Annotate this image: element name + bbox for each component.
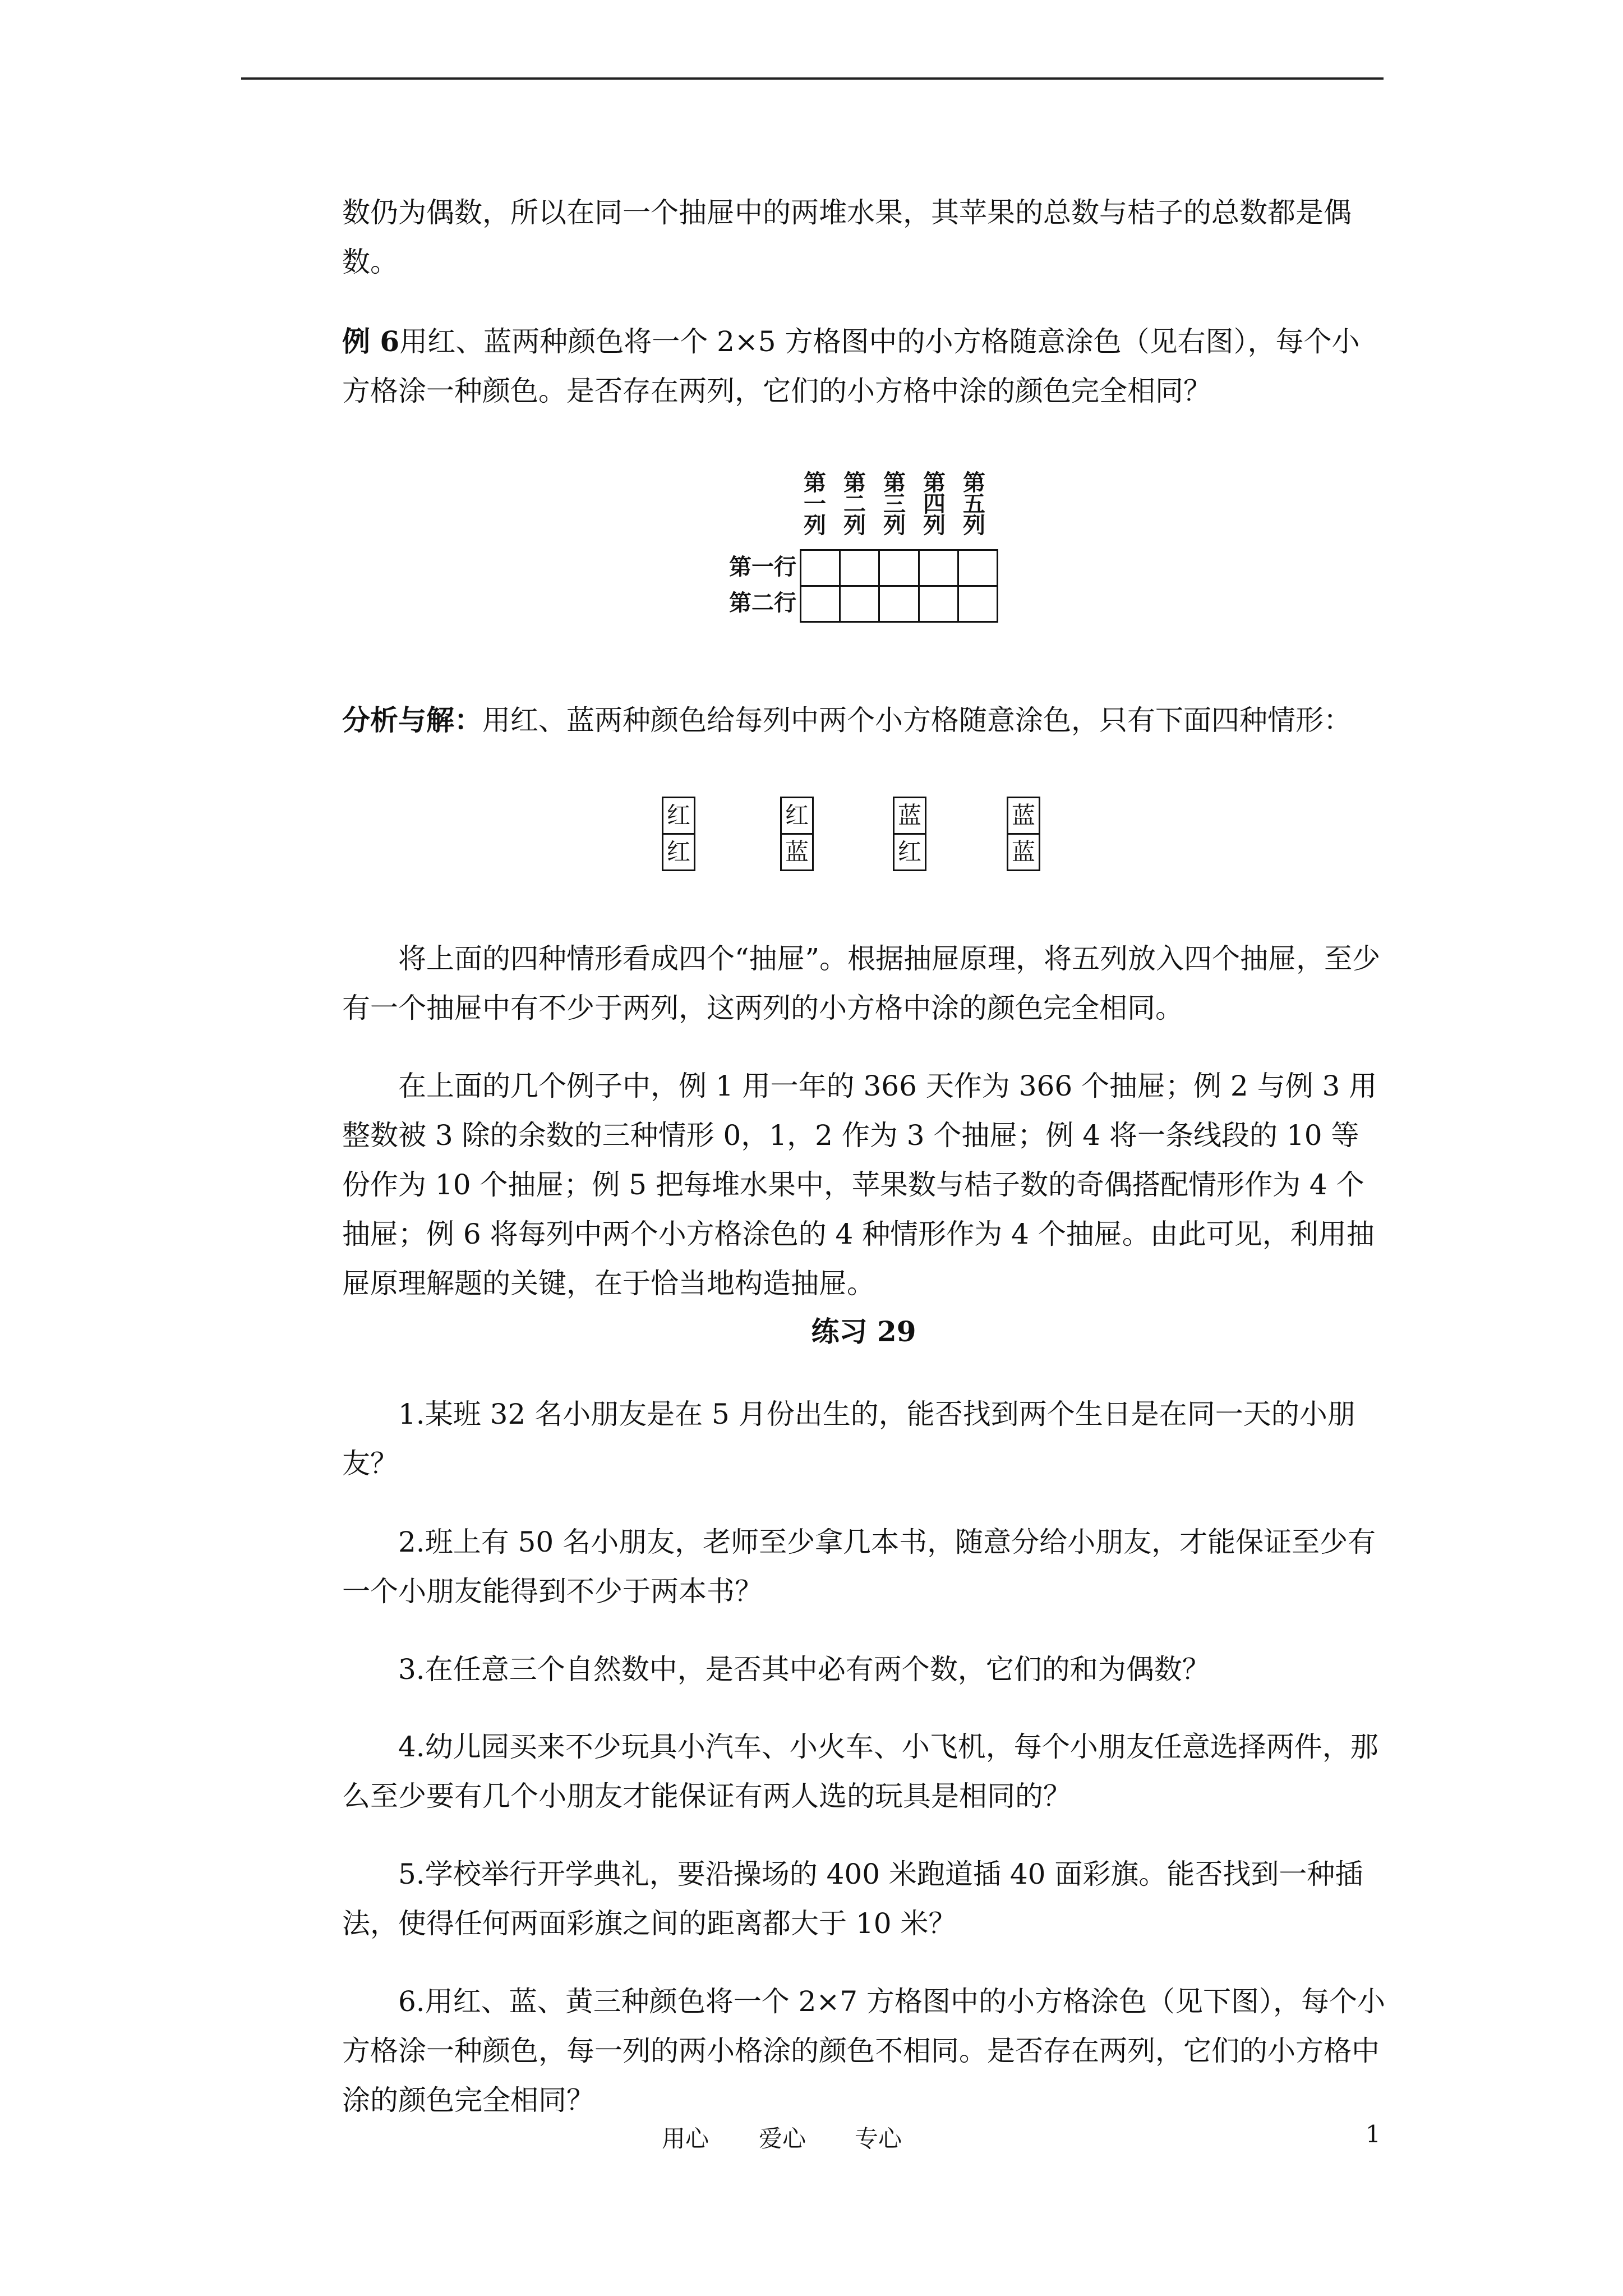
case-box-4 bbox=[1007, 797, 1040, 871]
exercise-2: 2.班上有 50 名小朋友，老师至少拿几本书，随意分给小朋友，才能保证至少有一个小朋友能得到不少于两本书？ bbox=[342, 1526, 1376, 1608]
grid-figure-2x5 bbox=[718, 472, 998, 641]
header-rule bbox=[241, 77, 1384, 80]
example6-paragraph bbox=[342, 317, 1385, 416]
exercise-title: 练习 29 bbox=[811, 1315, 916, 1348]
page-number: 1 bbox=[1366, 2120, 1381, 2148]
case-top: 红 bbox=[666, 802, 690, 829]
exercise-1: 1.某班 32 名小朋友是在 5 月份出生的，能否找到两个生日是在同一天的小朋友？ bbox=[342, 1398, 1355, 1480]
grid-row bbox=[801, 586, 998, 622]
column-header-5: 第 五 列 bbox=[963, 470, 985, 539]
summary-paragraph: 在上面的几个例子中，例 1 用一年的 366 天作为 366 个抽屉；例 2 与例 3 用整数被 3 除的余数的三种情形 0，1，2 作为 3 个抽屉；例 4 将一条线段的 10 等份作为 10 个抽屉；例 5 把每堆水果中，苹果数与桔子数的奇偶搭配情形作为 4 个抽屉；例 6 将每列中两个小方格涂色的 4 种情形作为 4 个抽屉。由此可见，利用抽屉原理解题的关键，在于恰当地构造抽屉。 bbox=[342, 1070, 1377, 1300]
footer-motto-1: 用心 bbox=[662, 2125, 709, 2152]
case-bottom: 蓝 bbox=[782, 833, 812, 869]
example6-label: 例 6 bbox=[342, 325, 400, 358]
grid-table bbox=[800, 549, 998, 623]
row-header-2: 第二行 bbox=[729, 590, 796, 616]
case-bottom: 蓝 bbox=[1008, 833, 1039, 869]
analysis-text: 用红、蓝两种颜色给每列中两个小方格随意涂色，只有下面四种情形： bbox=[482, 704, 1352, 737]
case-top: 蓝 bbox=[1011, 802, 1035, 829]
case-box-3 bbox=[893, 797, 926, 871]
grid-cell bbox=[919, 586, 958, 622]
exercise-3: 3.在任意三个自然数中，是否其中必有两个数，它们的和为偶数？ bbox=[398, 1653, 1210, 1686]
footer-motto-3: 专心 bbox=[855, 2125, 902, 2152]
case-top: 蓝 bbox=[897, 802, 921, 829]
analysis-label: 分析与解： bbox=[342, 703, 482, 737]
exercise-5: 5.学校举行开学典礼，要沿操场的 400 米跑道插 40 面彩旗。能否找到一种插法，使得任何两面彩旗之间的距离都大于 10 米？ bbox=[342, 1858, 1363, 1940]
exercise-6: 6.用红、蓝、黄三种颜色将一个 2×7 方格图中的小方格涂色（见下图），每个小方格涂一种颜色，每一列的两小格涂的颜色不相同。是否存在两列，它们的小方格中涂的颜色完全相同？ bbox=[342, 1985, 1386, 2116]
analysis-paragraph bbox=[342, 696, 1385, 745]
column-header-3: 第 三 列 bbox=[883, 470, 906, 539]
case-bottom: 红 bbox=[895, 833, 925, 869]
grid-cell bbox=[919, 550, 958, 586]
grid-cell bbox=[801, 550, 840, 586]
case-top: 红 bbox=[785, 802, 809, 829]
grid-cell bbox=[879, 586, 919, 622]
column-header-4: 第 四 列 bbox=[923, 470, 946, 539]
grid-cell bbox=[879, 550, 919, 586]
grid-cell bbox=[840, 550, 879, 586]
grid-row bbox=[801, 550, 998, 586]
column-header-1: 第 一 列 bbox=[804, 470, 826, 539]
case-box-1 bbox=[662, 797, 695, 871]
example6-text: 用红、蓝两种颜色将一个 2×5 方格图中的小方格随意涂色（见右图），每个小方格涂一种颜色。是否存在两列，它们的小方格中涂的颜色完全相同？ bbox=[342, 325, 1360, 407]
case-box-2 bbox=[780, 797, 814, 871]
intro-line-1: 数仍为偶数，所以在同一个抽屉中的两堆水果，其苹果的总数与桔子的总数都是偶 bbox=[342, 196, 1352, 229]
exercise-4: 4.幼儿园买来不少玩具小汽车、小火车、小飞机，每个小朋友任意选择两件，那么至少要有几个小朋友才能保证有两人选的玩具是相同的？ bbox=[342, 1731, 1378, 1812]
row-header-1: 第一行 bbox=[729, 554, 796, 580]
drawers-paragraph: 将上面的四种情形看成四个“抽屉”。根据抽屉原理，将五列放入四个抽屉，至少有一个抽屉中有不少于两列，这两列的小方格中涂的颜色完全相同。 bbox=[342, 942, 1381, 1024]
column-header-2: 第 二 列 bbox=[843, 470, 866, 539]
case-bottom: 红 bbox=[663, 833, 694, 869]
grid-cell bbox=[840, 586, 879, 622]
intro-line-2: 数。 bbox=[342, 246, 398, 278]
footer-motto-2: 爱心 bbox=[759, 2125, 806, 2152]
grid-cell bbox=[801, 586, 840, 622]
grid-cell bbox=[958, 550, 997, 586]
grid-cell bbox=[958, 586, 997, 622]
